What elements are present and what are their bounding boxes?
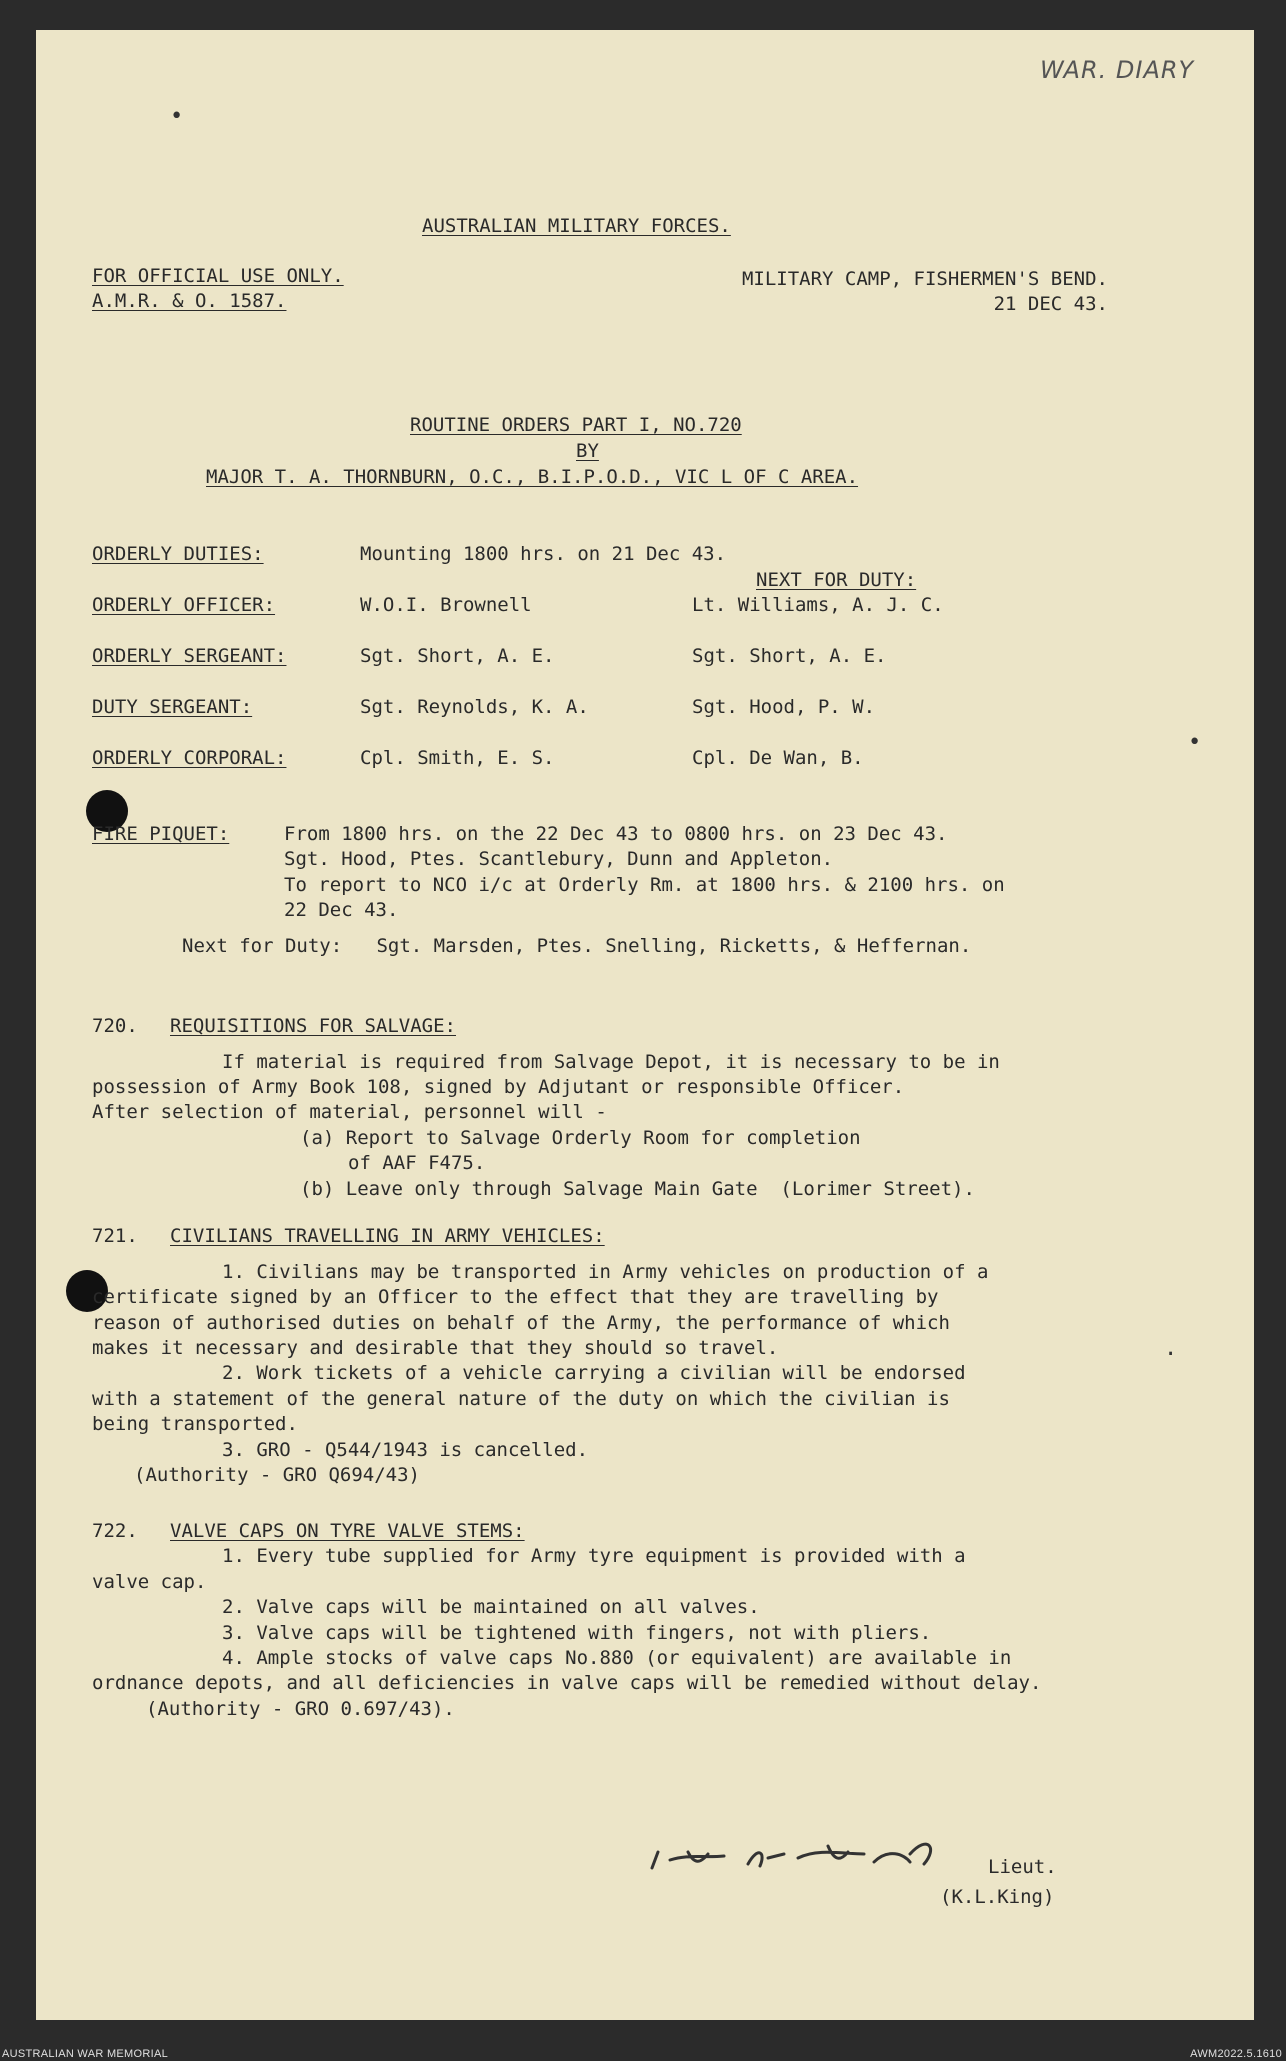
order-line: with a statement of the general nature of the duty on which the civilian is — [92, 1388, 950, 1410]
order-number: 722. — [92, 1520, 138, 1542]
order-line: 3. Valve caps will be tightened with fingers, not with pliers. — [222, 1622, 932, 1644]
order-authority: (Authority - GRO Q694/43) — [134, 1464, 420, 1486]
orderly-duties-value: Mounting 1800 hrs. on 21 Dec 43. — [360, 543, 727, 565]
orderly-duties-label: ORDERLY DUTIES: — [92, 543, 264, 565]
order-line: (a) Report to Salvage Orderly Room for completion — [300, 1127, 861, 1149]
order-line: 4. Ample stocks of valve caps No.880 (or equivalent) are available in — [222, 1647, 1012, 1669]
camp-location: MILITARY CAMP, FISHERMEN'S BEND. — [741, 268, 1108, 290]
official-use-label: FOR OFFICIAL USE ONLY. — [92, 265, 344, 287]
order-authority: (Authority - GRO 0.697/43). — [146, 1698, 455, 1720]
order-number: 720. — [92, 1015, 138, 1037]
footer-accession: AWM2022.5.1610 — [1190, 2048, 1282, 2060]
order-line: After selection of material, personnel will - — [92, 1101, 607, 1123]
paper-mark: • — [1188, 730, 1202, 755]
duty-next: Lt. Williams, A. J. C. — [692, 594, 944, 616]
order-line: valve cap. — [92, 1571, 207, 1593]
order-line: of AAF F475. — [348, 1152, 486, 1174]
fire-piquet-label: FIRE PIQUET: — [92, 823, 230, 845]
document-sheet — [36, 30, 1254, 2020]
paper-mark: · — [1164, 1342, 1178, 1367]
order-line: ordnance depots, and all deficiencies in valve caps will be remedied without delay. — [92, 1672, 1042, 1694]
order-line: 1. Civilians may be transported in Army vehicles on production of a — [222, 1261, 989, 1283]
order-line: 1. Every tube supplied for Army tyre equipment is provided with a — [222, 1545, 966, 1567]
force-heading: AUSTRALIAN MILITARY FORCES. — [422, 215, 731, 237]
order-line: being transported. — [92, 1413, 298, 1435]
routine-orders-title: ROUTINE ORDERS PART I, NO.720 — [410, 414, 742, 436]
commanding-officer: MAJOR T. A. THORNBURN, O.C., B.I.P.O.D., VIC L OF C AREA. — [206, 466, 859, 488]
duty-current: Sgt. Reynolds, K. A. — [360, 696, 589, 718]
duty-role-label: DUTY SERGEANT: — [92, 696, 253, 718]
duty-current: Sgt. Short, A. E. — [360, 645, 555, 667]
order-line: 3. GRO - Q544/1943 is cancelled. — [222, 1439, 589, 1461]
duty-next: Sgt. Hood, P. W. — [692, 696, 876, 718]
order-line: (b) Leave only through Salvage Main Gate (Lorimer Street). — [300, 1178, 975, 1200]
order-heading: VALVE CAPS ON TYRE VALVE STEMS: — [170, 1520, 525, 1542]
signature-rank: Lieut. — [988, 1856, 1057, 1878]
fire-piquet-next: Next for Duty: Sgt. Marsden, Ptes. Snelling, Ricketts, & Heffernan. — [182, 935, 972, 957]
order-number: 721. — [92, 1225, 138, 1247]
duty-current: W.O.I. Brownell — [360, 594, 532, 616]
order-heading: REQUISITIONS FOR SALVAGE: — [170, 1015, 456, 1037]
next-for-duty-header: NEXT FOR DUTY: — [756, 569, 917, 591]
order-line: possession of Army Book 108, signed by Adjutant or responsible Officer. — [92, 1076, 905, 1098]
duty-next: Sgt. Short, A. E. — [692, 645, 887, 667]
order-line: 2. Work tickets of a vehicle carrying a civilian will be endorsed — [222, 1362, 966, 1384]
duty-role-label: ORDERLY OFFICER: — [92, 594, 276, 616]
fire-piquet-line: From 1800 hrs. on the 22 Dec 43 to 0800 hrs. on 23 Dec 43. — [284, 823, 948, 845]
order-date: 21 DEC 43. — [993, 293, 1108, 315]
paper-mark: • — [170, 104, 184, 129]
order-heading: CIVILIANS TRAVELLING IN ARMY VEHICLES: — [170, 1225, 605, 1247]
order-line: 2. Valve caps will be maintained on all valves. — [222, 1596, 760, 1618]
order-line: reason of authorised duties on behalf of the Army, the performance of which — [92, 1312, 950, 1334]
amr-reference: A.M.R. & O. 1587. — [92, 290, 287, 312]
footer-credit: AUSTRALIAN WAR MEMORIAL — [2, 2048, 169, 2060]
fire-piquet-line: To report to NCO i/c at Orderly Rm. at 1800 hrs. & 2100 hrs. on — [284, 874, 1005, 896]
fire-piquet-line: 22 Dec 43. — [284, 899, 399, 921]
order-line: If material is required from Salvage Depot, it is necessary to be in — [222, 1051, 1000, 1073]
duty-next: Cpl. De Wan, B. — [692, 747, 864, 769]
title-by: BY — [576, 440, 599, 462]
order-line: certificate signed by an Officer to the effect that they are travelling by — [92, 1286, 939, 1308]
war-diary-annotation: WAR. DIARY — [1040, 56, 1195, 84]
duty-current: Cpl. Smith, E. S. — [360, 747, 555, 769]
duty-role-label: ORDERLY CORPORAL: — [92, 747, 287, 769]
order-line: makes it necessary and desirable that they should so travel. — [92, 1337, 779, 1359]
fire-piquet-line: Sgt. Hood, Ptes. Scantlebury, Dunn and Appleton. — [284, 848, 834, 870]
signature-name: (K.L.King) — [940, 1886, 1055, 1908]
duty-role-label: ORDERLY SERGEANT: — [92, 645, 287, 667]
